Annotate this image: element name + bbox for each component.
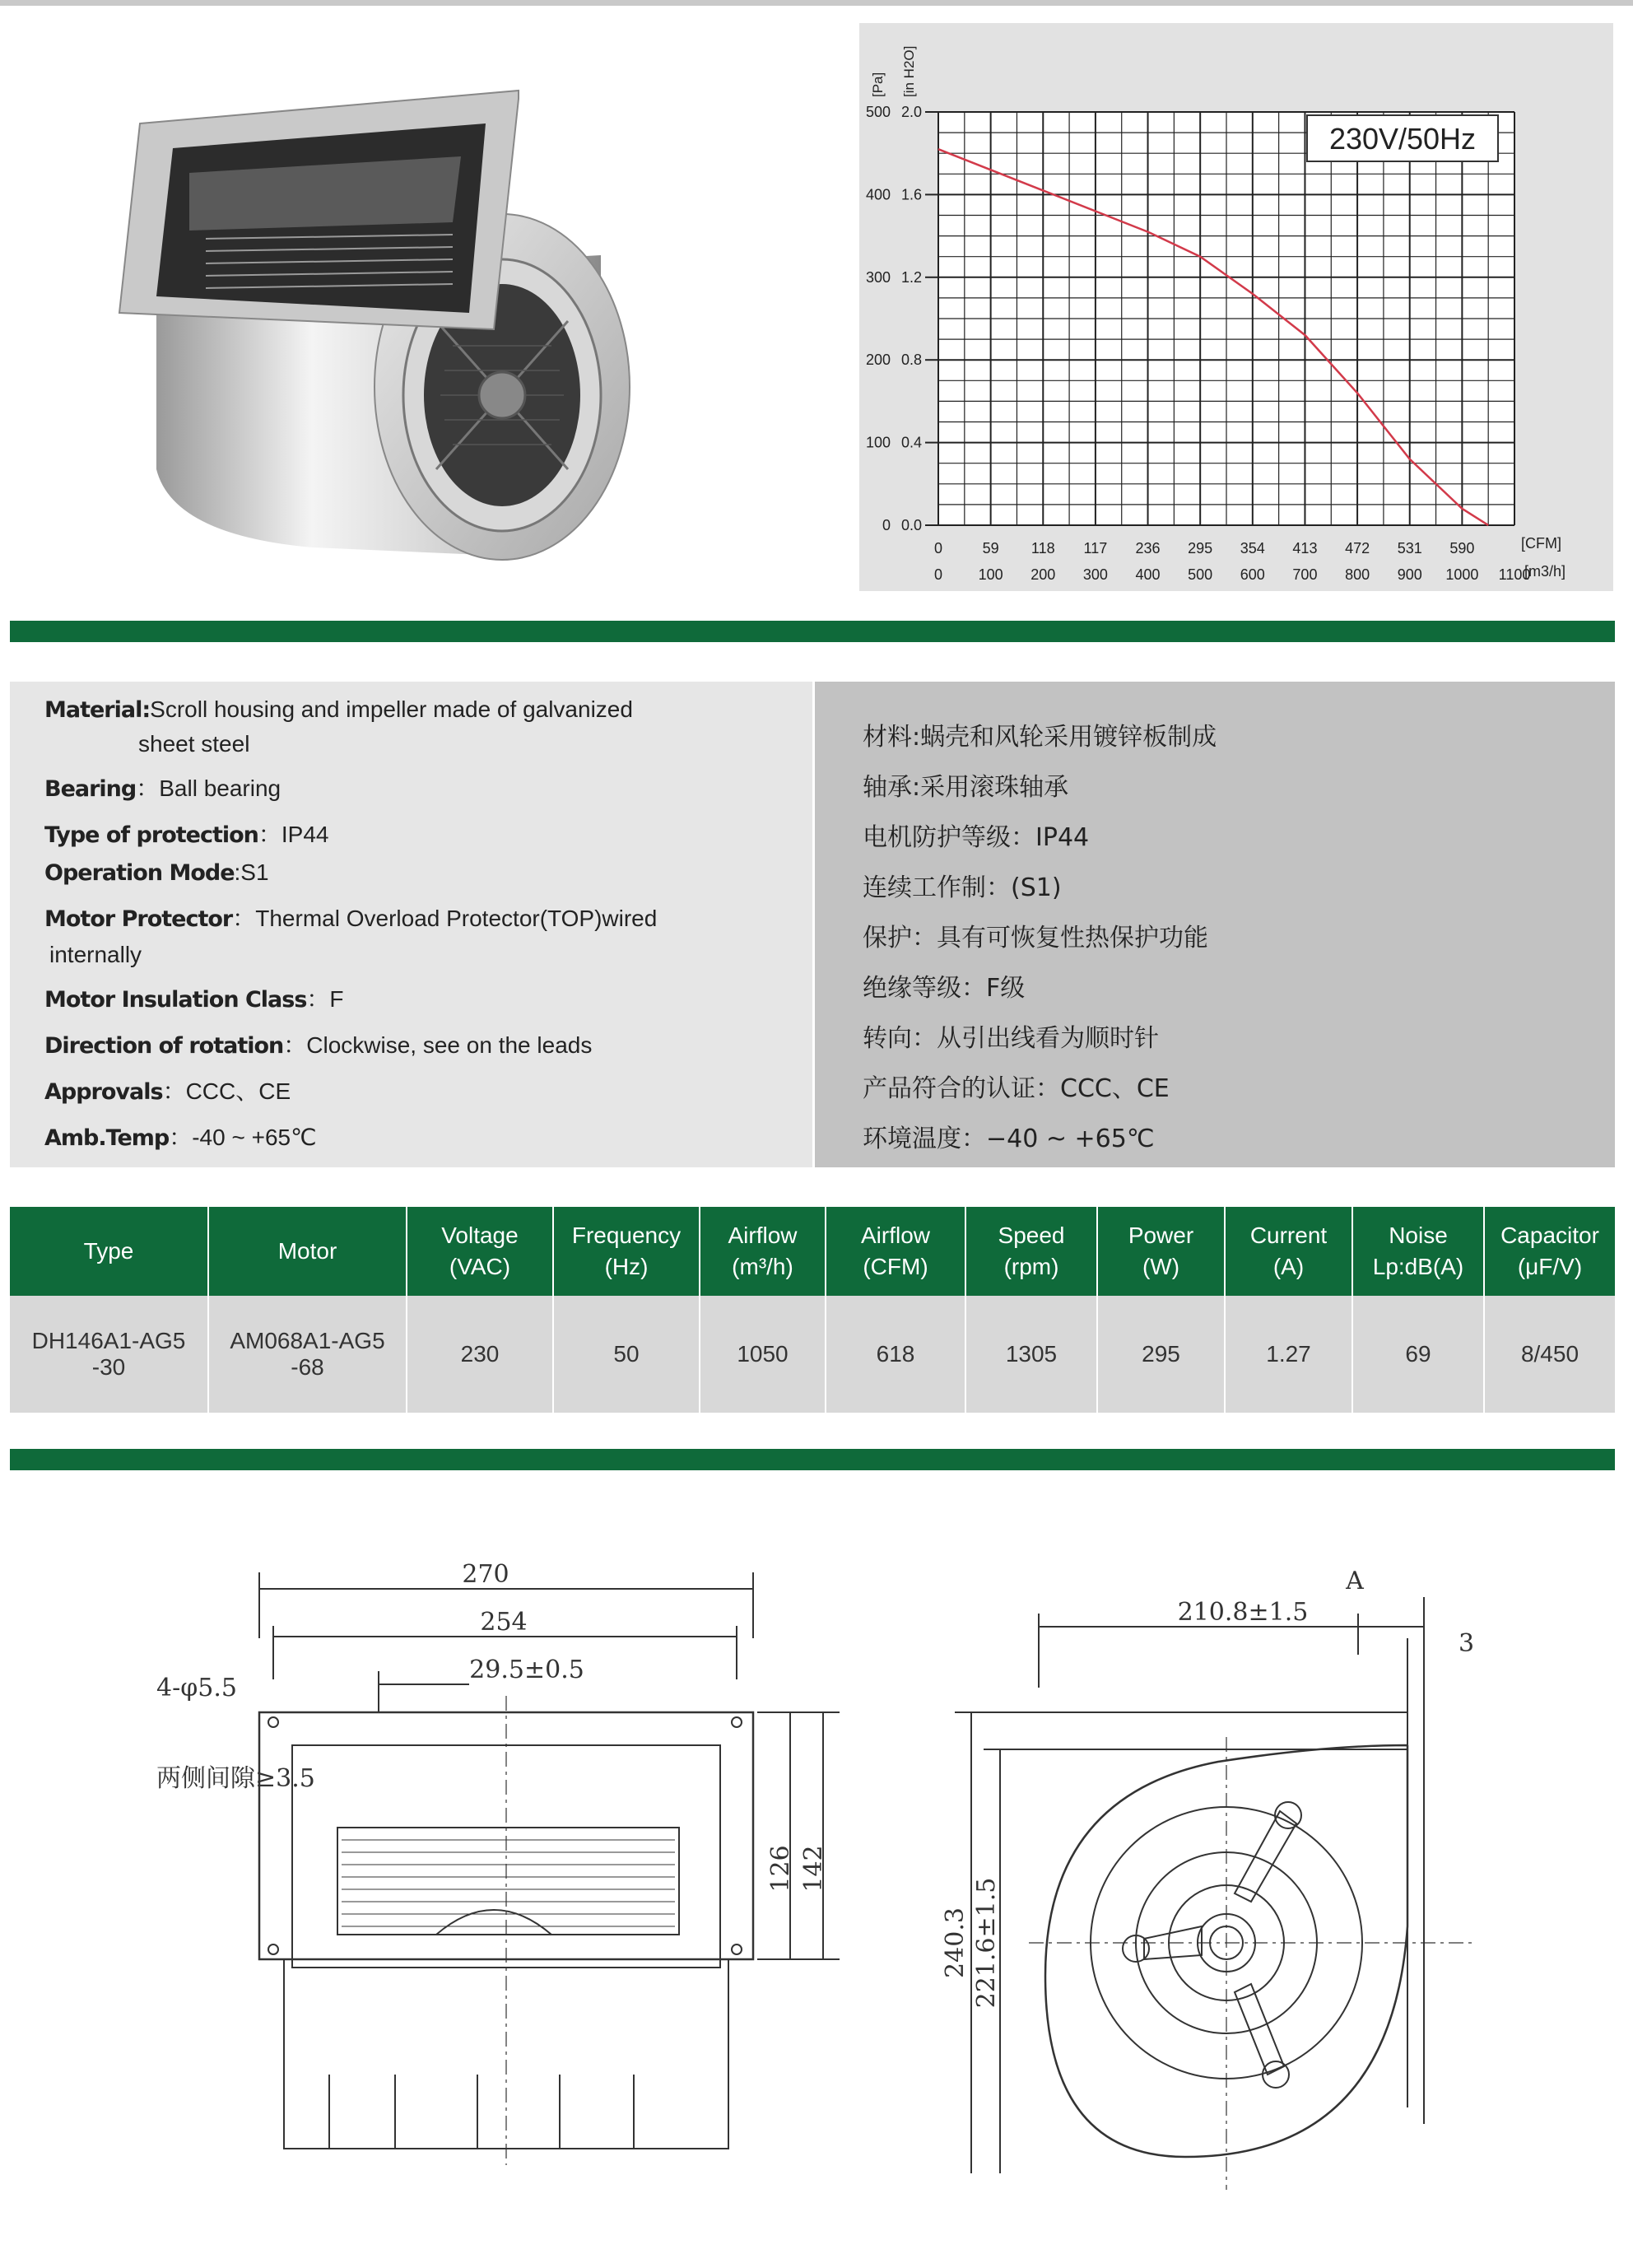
dim-210: 210.8±1.5: [1177, 1598, 1309, 1627]
y-tick-inh2o: 2.0: [900, 104, 922, 120]
cell-frequency: 50: [553, 1296, 700, 1413]
spec-key: Approvals: [44, 1079, 163, 1105]
spec-table: [10, 1207, 1615, 1413]
y-tick-inh2o: 0.0: [900, 517, 922, 533]
cell-power: 295: [1097, 1296, 1225, 1413]
x-tick-m3h: 800: [1345, 566, 1370, 583]
cell-airflow-m3h: 1050: [700, 1296, 826, 1413]
spec-value: ：IP44: [258, 822, 329, 847]
spec-value: ：Thermal Overload Protector(TOP)wired: [232, 906, 658, 931]
spec-material: [44, 696, 633, 723]
cell-current: 1.27: [1225, 1296, 1352, 1413]
y-tick-inh2o: 1.2: [900, 268, 922, 286]
header-current: Current (A): [1225, 1207, 1352, 1296]
specs-english-panel: [10, 682, 812, 1167]
x-tick-m3h: 500: [1188, 566, 1213, 583]
header-airflow-cfm: Airflow (CFM): [826, 1207, 965, 1296]
x-tick-cfm: 590: [1449, 540, 1475, 557]
y-tick-pa: 0: [882, 517, 891, 533]
spec-operation-mode: [44, 859, 269, 886]
cell-capacitor: 8/450: [1484, 1296, 1615, 1413]
top-rule: [0, 0, 1633, 6]
technical-drawings: [123, 1548, 1523, 2206]
x-tick-m3h: 100: [978, 566, 1003, 583]
spec-value: ：F: [306, 986, 344, 1012]
dim-142: 142: [799, 1845, 828, 1893]
cell-speed: 1305: [965, 1296, 1097, 1413]
x-tick-m3h: 0: [933, 566, 943, 583]
header-airflow-m3h: Airflow (m³/h): [700, 1207, 826, 1296]
spec-rotation: [44, 1027, 592, 1060]
y-tick-pa: 500: [865, 104, 891, 120]
performance-chart: [856, 23, 1613, 591]
x-tick-cfm: 117: [1083, 540, 1108, 557]
x-axis-label-cfm: [CFM]: [1521, 535, 1561, 552]
spec-cn-material: 材料:蜗壳和风轮采用镀锌板制成: [863, 723, 1217, 752]
dim-270: 270: [462, 1560, 509, 1589]
x-tick-cfm: 295: [1188, 540, 1213, 557]
spec-value: :S1: [234, 859, 269, 885]
y-tick-pa: 200: [865, 352, 891, 369]
table-header-row: [10, 1207, 1615, 1296]
spec-approvals: [44, 1073, 291, 1106]
spec-value: ：Clockwise, see on the leads: [283, 1032, 593, 1058]
section-a: A: [1346, 1567, 1364, 1595]
chart-grid: [938, 112, 1514, 525]
dim-221: 221.6±1.5: [972, 1877, 1001, 2009]
spec-cn-bearing: 轴承:采用滚珠轴承: [863, 773, 1069, 802]
y-tick-pa: 300: [865, 268, 891, 286]
spec-motor-protector: [44, 901, 657, 934]
divider-bar-2: [10, 1449, 1615, 1470]
x-tick-cfm: 354: [1240, 540, 1265, 557]
table-row: [10, 1296, 1615, 1413]
spec-value: ：CCC、CE: [162, 1078, 291, 1104]
cell-voltage: 230: [407, 1296, 553, 1413]
spec-motor-protector-cont: internally: [49, 942, 142, 967]
header-voltage: Voltage (VAC): [407, 1207, 553, 1296]
dim-3: 3: [1459, 1629, 1475, 1658]
x-tick-m3h: 200: [1031, 566, 1056, 583]
cell-airflow-cfm: 618: [826, 1296, 965, 1413]
spec-cn-protection: 电机防护等级：IP44: [863, 823, 1090, 852]
blower-photo: [107, 74, 675, 568]
spec-cn-approvals: 产品符合的认证：CCC、CE: [863, 1074, 1170, 1103]
spec-key: Type of protection: [44, 822, 258, 848]
spec-bearing: [44, 771, 281, 803]
dim-29: 29.5±0.5: [469, 1656, 584, 1684]
x-tick-m3h: 1100: [1498, 566, 1531, 583]
spec-value: ：-40 ~ +65℃: [169, 1125, 317, 1150]
spec-key: Bearing: [44, 776, 137, 802]
header-noise: Noise Lp:dB(A): [1352, 1207, 1484, 1296]
y-tick-inh2o: 0.8: [900, 352, 922, 369]
spec-insulation: [44, 981, 344, 1014]
spec-key: Amb.Temp: [44, 1125, 170, 1151]
cell-motor: AM068A1-AG5 -68: [208, 1296, 407, 1413]
dim-holes: 4-φ5.5: [156, 1674, 237, 1702]
spec-cn-temp: 环境温度：−40 ~ +65℃: [863, 1125, 1155, 1153]
y-axis-label-pa: [Pa]: [870, 72, 886, 97]
y-tick-inh2o: 0.4: [900, 434, 922, 451]
dim-254: 254: [480, 1608, 528, 1637]
divider-bar-1: [10, 621, 1615, 642]
header-speed: Speed (rpm): [965, 1207, 1097, 1296]
header-frequency: Frequency (Hz): [553, 1207, 700, 1296]
x-axis-label-m3h: [m3/h]: [1524, 563, 1566, 580]
spec-amb-temp: [44, 1120, 317, 1153]
x-tick-m3h: 900: [1397, 566, 1422, 583]
spec-cn-insulation: 绝缘等级：F级: [863, 974, 1026, 1003]
x-tick-m3h: 1000: [1445, 566, 1479, 583]
spec-material-cont: sheet steel: [138, 731, 250, 757]
spec-value: Scroll housing and impeller made of galvanized: [150, 696, 633, 722]
spec-key: Motor Protector: [44, 906, 233, 932]
x-tick-m3h: 300: [1082, 566, 1108, 583]
spec-key: Material:: [44, 697, 151, 723]
y-tick-pa: 100: [865, 434, 891, 451]
specs-chinese-panel: [815, 682, 1615, 1167]
dim-gap: 两侧间隙≥3.5: [156, 1764, 315, 1793]
header-capacitor: Capacitor (μF/V): [1484, 1207, 1615, 1296]
x-tick-cfm: 413: [1292, 540, 1318, 557]
spec-value: ：Ball bearing: [136, 775, 281, 801]
header-type: Type: [10, 1207, 208, 1296]
spec-cn-operation: 连续工作制：(S1): [863, 873, 1062, 902]
cell-type: DH146A1-AG5 -30: [10, 1296, 208, 1413]
side-view: [955, 1597, 1473, 2190]
cell-noise: 69: [1352, 1296, 1484, 1413]
dim-126: 126: [766, 1845, 795, 1893]
header-power: Power (W): [1097, 1207, 1225, 1296]
y-tick-pa: 400: [865, 186, 891, 203]
spec-cn-rotation: 转向：从引出线看为顺时针: [863, 1024, 1159, 1053]
spec-key: Operation Mode: [44, 860, 235, 886]
x-tick-cfm: 236: [1135, 540, 1161, 557]
spec-cn-protector: 保护：具有可恢复性热保护功能: [863, 924, 1208, 952]
x-tick-cfm: 472: [1345, 540, 1370, 557]
x-tick-m3h: 400: [1135, 566, 1161, 583]
chart-title: 230V/50Hz: [1328, 122, 1477, 156]
x-tick-cfm: 0: [933, 540, 943, 557]
spec-key: Motor Insulation Class: [44, 987, 307, 1013]
x-tick-cfm: 59: [982, 540, 999, 557]
x-tick-m3h: 700: [1292, 566, 1318, 583]
dim-240: 240.3: [941, 1907, 970, 1978]
y-axis-label-inh2o: [in H2O]: [901, 45, 917, 97]
spec-key: Direction of rotation: [44, 1033, 284, 1059]
y-tick-inh2o: 1.6: [900, 186, 922, 203]
x-tick-cfm: 118: [1031, 540, 1055, 557]
x-tick-cfm: 531: [1397, 540, 1422, 557]
spec-protection: [44, 817, 329, 850]
x-tick-m3h: 600: [1240, 566, 1265, 583]
header-motor: Motor: [208, 1207, 407, 1296]
